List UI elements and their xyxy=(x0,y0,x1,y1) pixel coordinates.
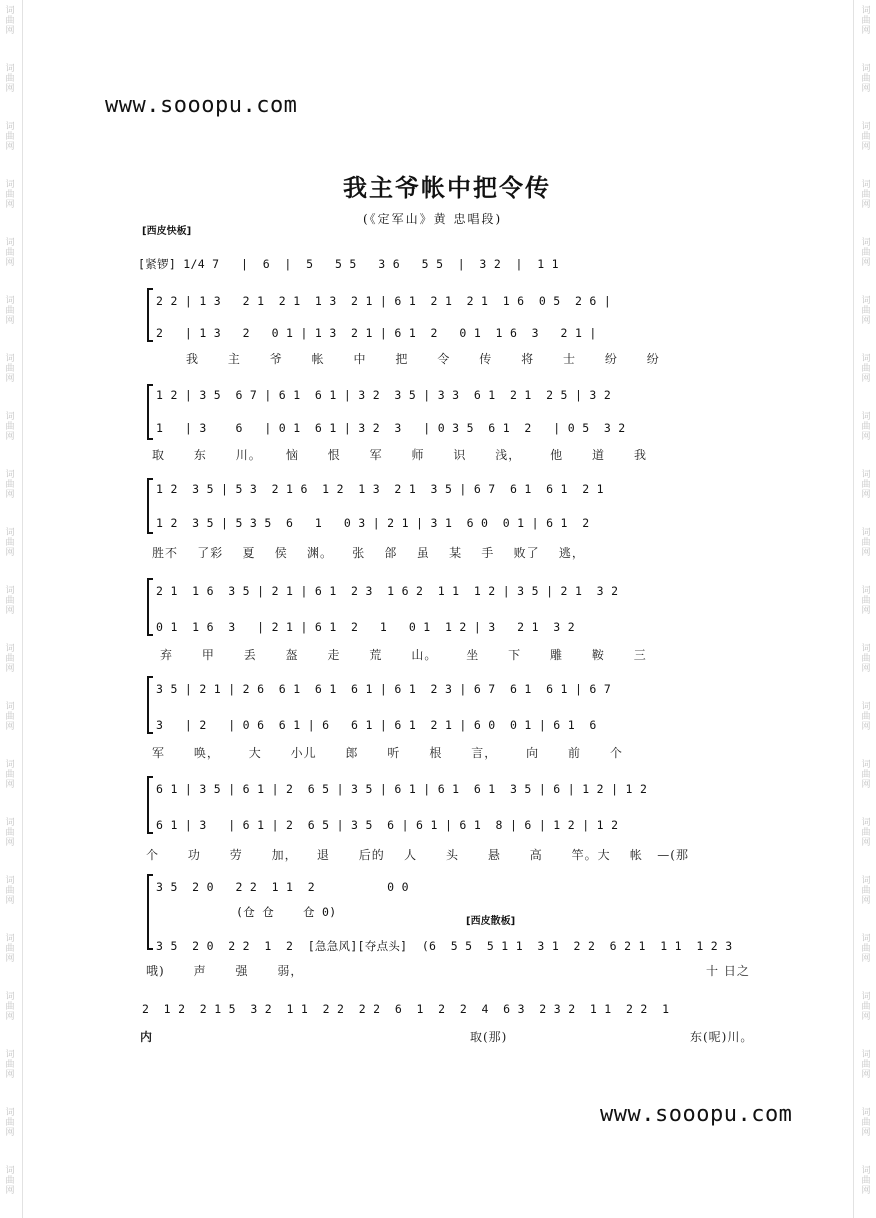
system-brace-7 xyxy=(147,874,153,950)
system-6-upper: 6 1 | 3 5 | 6 1 | 2 6 5 | 3 5 | 6 1 | 6 1 6 1 3 5 | 6 | 1 2 | 1 2 xyxy=(156,782,648,796)
side-watermark-mark: 词 曲 网 xyxy=(861,1166,871,1196)
side-watermark-mark: 词 曲 网 xyxy=(5,412,15,442)
system-6-lower: 6 1 | 3 | 6 1 | 2 6 5 | 3 5 6 | 6 1 | 6 1 8 | 6 | 1 2 | 1 2 xyxy=(156,818,619,832)
side-watermark-mark: 词 曲 网 xyxy=(861,934,871,964)
left-watermark-strip xyxy=(0,0,20,1218)
side-watermark-mark: 词 曲 网 xyxy=(5,702,15,732)
system-1-lyrics: 我 主 爷 帐 中 把 令 传 将 士 纷 纷 xyxy=(186,352,660,366)
side-watermark-mark: 词 曲 网 xyxy=(861,528,871,558)
last-lyric-c: 东(呢)川。 xyxy=(690,1030,754,1044)
side-watermark-mark: 词 曲 网 xyxy=(861,1050,871,1080)
system-4-lower: 0 1 1 6 3 | 2 1 | 6 1 2 1 0 1 1 2 | 3 2 1 3 2 xyxy=(156,620,575,634)
last-lyric-b: 取(那) xyxy=(470,1030,508,1044)
side-watermark-mark: 词 曲 网 xyxy=(861,64,871,94)
side-watermark-mark: 词 曲 网 xyxy=(5,760,15,790)
side-watermark-mark: 词 曲 网 xyxy=(5,238,15,268)
side-watermark-mark: 词 曲 网 xyxy=(5,586,15,616)
system-3-lyrics: 胜不 了彩 夏 侯 渊。 张 郃 虽 某 手 败了 逃， xyxy=(152,546,585,560)
score-intro-line: [紧锣] 1/4 7 | 6 | 5 5 5 3 6 5 5 | 3 2 | 1 1 xyxy=(138,257,559,271)
system-1-upper: 2 2 | 1 3 2 1 2 1 1 3 2 1 | 6 1 2 1 2 1 1 6 0 5 2 6 | xyxy=(156,294,612,308)
side-watermark-mark: 词 曲 网 xyxy=(861,818,871,848)
ghost-watermark-1 xyxy=(118,140,138,160)
side-watermark-mark: 词 曲 网 xyxy=(861,586,871,616)
side-watermark-mark: 词 曲 网 xyxy=(861,122,871,152)
system-2-lower: 1 | 3 6 | 0 1 6 1 | 3 2 3 | 0 3 5 6 1 2 | 0 5 3 2 xyxy=(156,421,626,435)
side-watermark-mark: 词 曲 网 xyxy=(861,238,871,268)
side-watermark-mark: 词 曲 网 xyxy=(861,296,871,326)
side-watermark-mark: 词 曲 网 xyxy=(5,1050,15,1080)
side-watermark-mark: 词 曲 网 xyxy=(5,644,15,674)
system-7-middle: (仓 仓 仓 0) xyxy=(236,905,337,919)
system-4-lyrics: 弃 甲 丢 盔 走 荒 山。 坐 下 雕 鞍 三 xyxy=(160,648,647,662)
left-edge-line xyxy=(22,0,23,1218)
side-watermark-mark: 词 曲 网 xyxy=(861,470,871,500)
system-6-lyrics: 个 功 劳 加， 退 后的 人 头 悬 高 竿。大 帐 —(那 xyxy=(146,848,689,862)
site-url-top[interactable]: www.sooopu.com xyxy=(105,93,298,118)
side-watermark-mark: 词 曲 网 xyxy=(5,354,15,384)
system-1-lower: 2 | 1 3 2 0 1 | 1 3 2 1 | 6 1 2 0 1 1 6 3 2 1 | xyxy=(156,326,597,340)
system-7-upper: 3 5 2 0 2 2 1 1 2 0 0 xyxy=(156,880,409,894)
side-watermark-mark: 词 曲 网 xyxy=(5,470,15,500)
side-watermark-mark: 词 曲 网 xyxy=(5,122,15,152)
score-last-line: 2 1 2 2 1 5 3 2 1 1 2 2 2 2 6 1 2 2 4 6 3 2 3 2 1 1 2 2 1 xyxy=(142,1002,670,1016)
side-watermark-mark: 词 曲 网 xyxy=(5,1108,15,1138)
side-watermark-mark: 词 曲 网 xyxy=(5,992,15,1022)
side-watermark-mark: 词 曲 网 xyxy=(861,702,871,732)
side-watermark-mark: 词 曲 网 xyxy=(5,818,15,848)
side-watermark-mark: 词 曲 网 xyxy=(861,354,871,384)
system-4-upper: 2 1 1 6 3 5 | 2 1 | 6 1 2 3 1 6 2 1 1 1 2 | 3 5 | 2 1 3 2 xyxy=(156,584,619,598)
site-url-bottom[interactable]: www.sooopu.com xyxy=(600,1102,793,1127)
side-watermark-mark: 词 曲 网 xyxy=(5,876,15,906)
section-label-first: [西皮快板] xyxy=(142,226,192,237)
system-brace-1 xyxy=(147,288,153,342)
side-watermark-mark: 词 曲 网 xyxy=(861,6,871,36)
side-watermark-mark: 词 曲 网 xyxy=(5,1166,15,1196)
system-2-lyrics: 取 东 川。 恼 恨 军 师 识 浅， 他 道 我 xyxy=(152,448,647,462)
side-watermark-mark: 词 曲 网 xyxy=(5,528,15,558)
side-watermark-mark: 词 曲 网 xyxy=(5,934,15,964)
page-subtitle: (《定军山》黄 忠唱段) xyxy=(363,212,503,226)
right-watermark-strip xyxy=(856,0,876,1218)
system-brace-3 xyxy=(147,478,153,534)
system-7-lower: 3 5 2 0 2 2 1 2 [急急风][夺点头] (6 5 5 5 1 1 3 1 2 2 6 2 1 1 1 1 2 3 xyxy=(156,939,733,953)
side-watermark-mark: 词 曲 网 xyxy=(861,876,871,906)
right-edge-line xyxy=(853,0,854,1218)
system-7-end-lyric: 十 日之 xyxy=(706,964,750,978)
system-5-upper: 3 5 | 2 1 | 2 6 6 1 6 1 6 1 | 6 1 2 3 | 6 7 6 1 6 1 | 6 7 xyxy=(156,682,612,696)
side-watermark-mark: 词 曲 网 xyxy=(861,180,871,210)
section-label-second: [西皮散板] xyxy=(466,916,516,927)
side-watermark-mark: 词 曲 网 xyxy=(5,6,15,36)
system-brace-5 xyxy=(147,676,153,734)
system-brace-2 xyxy=(147,384,153,440)
page-title: 我主爷帐中把令传 xyxy=(343,174,551,202)
side-watermark-mark: 词 曲 网 xyxy=(861,1108,871,1138)
system-3-upper: 1 2 3 5 | 5 3 2 1 6 1 2 1 3 2 1 3 5 | 6 7 6 1 6 1 2 1 xyxy=(156,482,604,496)
side-watermark-mark: 词 曲 网 xyxy=(861,992,871,1022)
system-2-upper: 1 2 | 3 5 6 7 | 6 1 6 1 | 3 2 3 5 | 3 3 6 1 2 1 2 5 | 3 2 xyxy=(156,388,612,402)
system-7-lyrics: 哦) 声 强 弱， xyxy=(146,964,304,978)
last-lyric-a: 内 xyxy=(140,1030,154,1044)
system-5-lyrics: 军 唤， 大 小儿 郎 听 根 言， 向 前 个 xyxy=(152,746,623,760)
side-watermark-mark: 词 曲 网 xyxy=(5,64,15,94)
side-watermark-mark: 词 曲 网 xyxy=(861,760,871,790)
side-watermark-mark: 词 曲 网 xyxy=(5,296,15,326)
side-watermark-mark: 词 曲 网 xyxy=(861,644,871,674)
system-brace-6 xyxy=(147,776,153,834)
system-5-lower: 3 | 2 | 0 6 6 1 | 6 6 1 | 6 1 2 1 | 6 0 0 1 | 6 1 6 xyxy=(156,718,597,732)
side-watermark-mark: 词 曲 网 xyxy=(861,412,871,442)
side-watermark-mark: 词 曲 网 xyxy=(5,180,15,210)
system-brace-4 xyxy=(147,578,153,636)
ghost-watermark-2 xyxy=(118,166,132,182)
system-3-lower: 1 2 3 5 | 5 3 5 6 1 0 3 | 2 1 | 3 1 6 0 0 1 | 6 1 2 xyxy=(156,516,590,530)
